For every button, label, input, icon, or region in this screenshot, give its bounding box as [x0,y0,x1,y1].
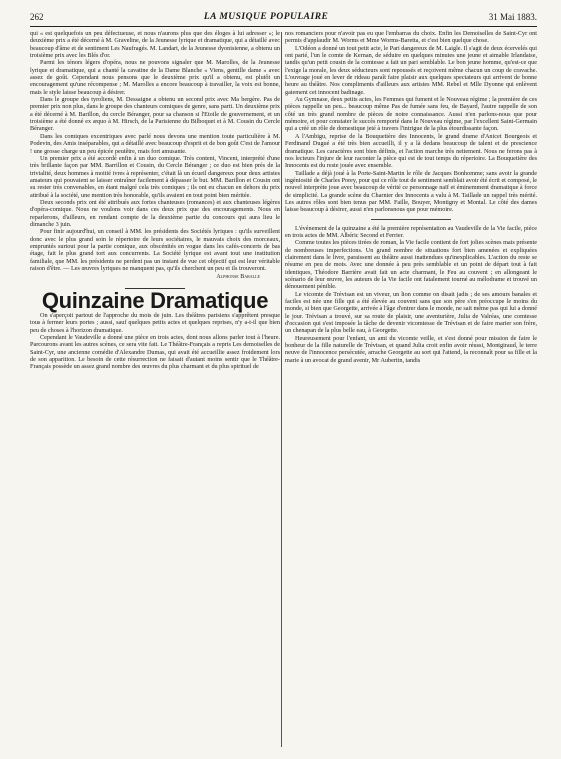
left-column [30,30,280,371]
article-paragraph: L'Odéon a donné un tout petit acte, le Pari dangereux de M. Laigle. Il s'agit de deux écervelés qui ont parié, l'un le comte de Kernan, de séduire en quelques minutes une jeune et aimable Irlandaise, tandis qu'un petit cousin de la comtesse a fait un pari semblable. Le bon jeune homme, qu'est-ce que l'exige la morale, les deux séducteurs sont repoussés et reçoivent même chacun un coup de cravache. L'ouvrage joué en lever de rideau paraît faire plaisir aux quelques spectateurs qui arrivent de bonne heure au théâtre. Nos compliments d'ailleurs aux artistes MM. Rebel et Mlle Dyonne qui enlèvent gaiement cet innocent badinage. [285,44,537,96]
article-paragraph: Dans les comiques excentriques avec parlé nous devons une mention toute particulière à M. Podevin, des Amis inséparables, qui a détaillé avec beaucoup d'esprit et de bon goût C'est de l'amour ! une grosse charge un peu épicée peutêtre, mais fort amusante. [30,132,280,155]
paragraph-separator [371,219,451,220]
issue-date: 31 Mai 1883. [488,12,537,22]
article-paragraph: Dans le groupe des tyroliens, M. Dessaigne a obtenu un second prix avec Ma bergère. Pas de premier prix non plus, dans le groupe des chanteurs comiques de genre, sans parti. Un deuxième prix a été décerné à M. Barillon, du cercle Béranger, pour sa chanson si l'Etoile de gouvernement, et un troisième a été donné ex æquo à M. Hirsch, de la Parisienne du Bilboquet et à M. Cousin du Cercle Béranger. [30,96,281,133]
article-paragraph: Comme toutes les pièces tirées de roman, la Vie facile contient de fort jolies scènes mais présente de nombreuses imperfections. Un grand nombre de situations fort bien amenées et expliquées clairement dans le livre, paraissent au théâtre aussi inattendues qu'inexplicables. L'action du reste se résume en peu de mots. Avec une donnée à peu près semblable et un point de départ tout à fait identiques, Théodore Barrière avait fait un acte charmant, le Feu au couvent ; en allongeant le scénario de leur œuvre, les auteurs de la Vie facile ont fatalement tourné au mélodrame et trouvé un dénouement pénible. [285,239,537,291]
article-paragraph: Au Gymnase, deux petits actes, les Femmes qui fument et le Nouveau régime ; la première de ces pièces rappelle un peu... beaucoup même Pas de fumée sans feu, de Bayard, l'autre rappelle de son côté un très grand nombre de pièces de notre connaissance. Aussi n'en parlons-nous que pour mémoire, et pour constater le succès remporté dans le Nouveau régime, par l'excellent Saint-Germain qui a créé un rôle de domestique jeté à travers l'intrigue de la plus étourdissante façon. [285,96,537,133]
article-paragraph: A l'Ambigu, reprise de la Bouquetière des Innocents, le grand drame d'Anicet Bourgeois et Ferdinand Dugué a été très bien accueilli, il y a là dedans beaucoup de talent et de prescience dramatique. Les caractères sont bien définis, et l'action marche très nettement. Nous ne ferons pas à nos lecteurs l'injure de leur raconter la pièce qui est de tout temps du répertoire. La Bouquetière des Innocents est du reste jouée avec ensemble. [285,132,537,170]
article-paragraph: nos romanciers pour n'avoir pas eu que l'embarras du choix. Enfin les Demoiselles de Saint-Cyr ont permis d'applaudir M. Worms et Mme Worms-Baretta, et c'est bien quelque chose. [285,30,537,45]
article-paragraph: Taillade a déjà joué à la Porte-Saint-Martin le rôle de Jacques Bonhomme; sans avoir la grande ingéniosité de Charles Porey, pour qui ce rôle tout de sentiment semblait avoir été écrit et composé, le nouvel interprète joue avec beaucoup de vérité ce personnage naïf et éminemment dramatique à force de simplicité. La grande scène du Charnier des Innocents a valu à M. Taillade un rappel très mérité. Les autres rôles sont bien tenus par MM. Faille, Bouyer, Montigny et Montal. Le côté des dames laisse beaucoup à désirer, aussi n'en parlonsnous que pour mémoire. [285,169,538,214]
article-paragraph: Cependant le Vaudeville a donné une pièce en trois actes, dont nous allons parler tout à l'heure. Parcourons avant les autres scènes, ce sera vite fait. Le Théâtre-Français a repris Les demoiselles de Saint-Cyr, une ancienne comédie d'Alexandre Dumas, qui avait été accueillie assez froidement lors de son apparition. Le besoin de cette résurrection ne faisait d'autant moins sentir que le Théâtre-Français possède un assez grand nombre des œuvres du plus charmant et du plus spirituel de [30,334,280,371]
article-paragraph: L'événement de la quinzaine a été la première représentation au Vaudeville de la Vie facile, pièce en trois actes de MM. Albéric Second et Ferrier. [285,224,537,239]
page-header [30,10,537,24]
author-signature: Alphonse Baralle [216,274,260,281]
article-paragraph: Heureusement pour l'enfant, un ami du vicomte veille, et s'est donné pour mission de faire le bonheur de la fille naturelle de Trévisan, et quand Julia croit enfin avoir réussi, Montgiraud, le terre neuve de l'innocence persécutée, arrache Georgette au sort qui l'attend, la reconnaît pour sa fille et la marie à un avocat de grand avenir, Mr Aubertin, tandis [285,334,537,364]
article-paragraph: Un premier prix a été accordé enfin à un duo comique. Très content, Vincent, interprété d'une très brillante façon par MM. Barrillon et Cousin, du Cercle Béranger ; ce duo est bien près de la trivialité, deux hommes à moitié ivres à représenter, c'était là un écueil dangereux pour deux artistes amateurs qui pouvaient se laisser entraîner facilement à dépasser le but. MM. Barillon et Cousin ont su rester très convenables, en étant malgré cela très comiques ; ils ont eu chacun en dehors du prix attribué à la société, une mention très honorable, qu'ils avaient en tout point bien méritée. [30,154,280,199]
column-divider [281,32,282,747]
right-column [285,30,537,364]
article-paragraph: Parmi les ténors légers d'opéra, nous ne pouvons signaler que M. Marolles, de la Jeunesse lyrique et dramatique, qui a chanté la cavatine de la Dame Blanche « Viens, gentille dame » avec assez de goût. Cependant nous pensons que le deuxième prix qu'il a obtenu, est plutôt un encouragement qu'une récompense ; M. Marolles a encore beaucoup à travailler, la voix est bonne, mais le style laisse beaucoup à désirer. [30,59,280,96]
page-number: 262 [30,12,44,22]
article-paragraph: On s'aperçoit partout de l'approche du mois de juin. Les théâtres parisiens s'apprêtent presque tous à fermer leurs portes ; aussi, sauf quelques petits actes et quelques reprises, n'y a-t-il que bien peu de choses à l'horizon dramatique. [30,312,280,334]
article-paragraph: Deux seconds prix ont été attribués aux fortes chanteuses (romances) et aux chanteuses légères d'opéra-comique. Nous ne voulons voir dans ces deux prix que des encouragements. Nous en reparlerons, d'ailleurs, en rendant compte de la deuxième partie du concours qui aura lieu le dimanche 3 juin. [30,198,280,228]
section-title: Quinzaine Dramatique [41,287,269,313]
publication-title: LA MUSIQUE POPULAIRE [203,12,329,22]
header-rule [30,26,537,27]
article-paragraph: Le vicomte de Trévisan est un viveur, un lion comme on disait jadis ; de ses amours banales et faciles est née une fille qui a été élevée au couvent sans que son père s'en préoccupe le moins du monde, si bien que Georgette, arrivée à l'âge d'entrer dans le monde, ne sait même pas qui lui a donné le jour. Trévisan a trouvé, sur sa route de plaisir, une aventurière, Julia de Valréas, une comtesse d'occasion qui s'est imposée la tâche de devenir vicomtesse de Trévisan et de faire marier son frère, un chenapan de la plus belle eau, à Georgette. [285,290,537,335]
article-paragraph: qui « est quelquefois un peu défectueuse, et nous n'aurons plus que des éloges à lui adresser »; le deuxième prix a été décerné à M. Graveline, de la Jeunesse lyrique et dramatique, qui a détaillé avec beaucoup d'âme et de sentiment Les Naufragés. M. Landart, de la Jeunesse dyonisienne, a obtenu un troisième prix avec les Blés d'or. [30,30,280,60]
article-paragraph: Pour finir aujourd'hui, un conseil à MM. les présidents des Sociétés lyriques : qu'ils surveillent donc avec le plus grand soin le répertoire de leurs sociétaires, le mauvais choix des morceaux, empruntés surtout pour la partie comique, aux obscénités en vogue dans les cafés-concerts de bas étage, fait le plus grand tort aux concurrents. La Société lyrique est avant tout une institution familiale, que MM. les présidents ne perdent pas un instant de vue cet objectif qui est leur véritable raison d'être. — Les œuvres lyriques ne manquent pas, qu'ils cherchent un peu et ils trouveront. [30,228,280,272]
